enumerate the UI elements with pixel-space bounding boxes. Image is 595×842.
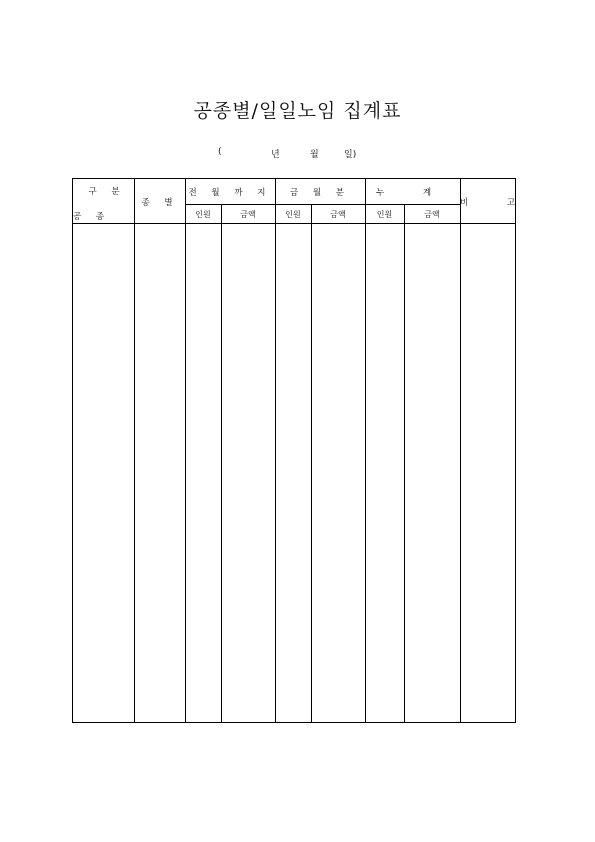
sub-header-curr-people: 인원: [285, 210, 301, 219]
header-this-month: 금 월 분: [289, 188, 351, 198]
document-title: 공종별/일일노임 집계표: [193, 100, 402, 122]
header-gongjong: 공 종: [73, 212, 111, 222]
sub-header-prev-people: 인원: [195, 210, 211, 219]
header-cumulative: 누 계: [375, 188, 450, 198]
sub-header-divider: [185, 204, 460, 205]
sub-header-cum-people: 인원: [376, 210, 393, 219]
header-remarks: 비 고: [460, 198, 534, 208]
day-label: 일): [344, 150, 357, 160]
summary-table: [72, 178, 534, 723]
sub-header-prev-amount: 금액: [240, 210, 256, 219]
sub-header-curr-amount: 금액: [330, 210, 346, 219]
header-gubun: 구 분: [88, 187, 126, 197]
header-jongbyeol: 종 별: [141, 198, 179, 208]
sub-header-cum-amount: 금액: [424, 210, 440, 219]
date-open-paren: (: [218, 147, 222, 157]
year-label: 년: [271, 150, 280, 160]
month-label: 월: [310, 150, 319, 160]
header-until-last-month: 전 월 까 지: [188, 188, 272, 198]
table-body[interactable]: [73, 224, 515, 722]
